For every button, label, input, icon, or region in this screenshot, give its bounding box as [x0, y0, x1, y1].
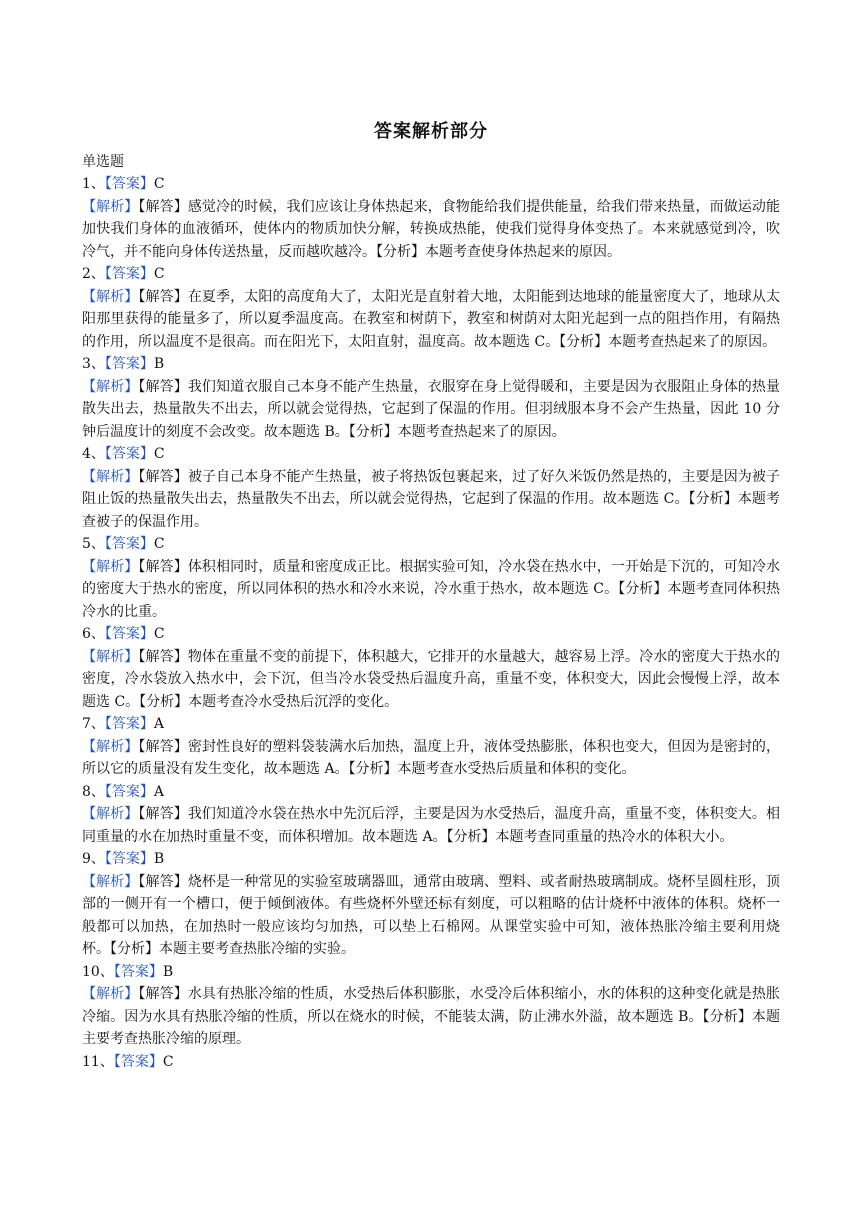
- answer-tag: 【答案】: [113, 1053, 163, 1070]
- question-number: 3、: [82, 356, 105, 372]
- answer-tag: 【答案】: [104, 176, 154, 192]
- explanation-paragraph: [82, 736, 780, 781]
- explanation-text: 【解答】被子自己本身不能产生热量，被子将热饭包裹起来，过了好久米饭仍然是热的，主要是因为被子阻止饭的热量散失出去，热量散失不出去，所以就会觉得热，它起到了保温的作用。故本题选 C。【分析】本题考查被子的保温作用。: [82, 468, 781, 530]
- question-number: 10、: [82, 963, 114, 980]
- explain-tag: 【解析】: [82, 288, 139, 305]
- answer-line: [82, 623, 780, 646]
- explanation-paragraph: [82, 871, 780, 961]
- answer-line: [82, 848, 780, 871]
- question-number: 11、: [82, 1053, 114, 1070]
- answer-line: [82, 443, 780, 466]
- answer-line: [82, 713, 780, 736]
- explanation-text: 【解答】感觉冷的时候，我们应该让身体热起来，食物能给我们提供能量，给我们带来热量，而做运动能加快我们身体的血液循环，使体内的物质加快分解，转换成热能，使我们觉得身体变热了。本来就感觉到冷，吹冷气，并不能向身体传送热量，反而越吹越冷。【分析】本题考查使身体热起来的原因。: [82, 198, 781, 260]
- answer-value: C: [153, 536, 165, 552]
- question-number: 9、: [82, 851, 105, 867]
- explanation-paragraph: [82, 196, 780, 264]
- explanation-text: 【解答】密封性良好的塑料袋装满水后加热，温度上升，液体受热膨胀，体积也变大，但因为是密封的，所以它的质量没有发生变化，故本题选 A。【分析】本题考查水受热后质量和体积的变化。: [82, 738, 781, 777]
- explanation-paragraph: [82, 556, 780, 624]
- answer-tag: 【答案】: [104, 536, 154, 552]
- explain-tag: 【解析】: [82, 986, 139, 1002]
- explanation-text: 【解答】体积相同时，质量和密度成正比。根据实验可知，冷水袋在热水中，一开始是下沉的，可知冷水的密度大于热水的密度，所以同体积的热水和冷水来说，冷水重于热水，故本题选 C。【分析】本题考查同体积热冷水的比重。: [82, 558, 781, 620]
- question-number: 1、: [82, 176, 105, 192]
- answer-value: C: [153, 266, 165, 282]
- answer-value: C: [153, 176, 165, 192]
- question-number: 2、: [82, 266, 105, 282]
- question-number: 8、: [82, 783, 105, 800]
- question-number: 7、: [82, 716, 105, 732]
- explain-tag: 【解析】: [82, 468, 139, 485]
- explanation-text: 【解答】我们知道冷水袋在热水中先沉后浮，主要是因为水受热后，温度升高，重量不变，体积变大。相同重量的水在加热时重量不变，而体积增加。故本题选 A。【分析】本题考查同重量的热冷水的体积大小。: [82, 806, 781, 845]
- answer-tag: 【答案】: [104, 446, 154, 462]
- explanation-text: 【解答】在夏季，太阳的高度角大了，太阳光是直射着大地，太阳能到达地球的能量密度大了，地球从太阳那里获得的能量多了，所以夏季温度高。在教室和树荫下，教室和树荫对太阳光起到一点的阻挡作用，有隔热的作用，所以温度不是很高。而在阳光下，太阳直射，温度高。故本题选 C。【分析】本题考查热起来了的原因。: [82, 288, 781, 350]
- explanation-paragraph: [82, 376, 780, 444]
- answer-value: C: [153, 626, 165, 642]
- answer-line: [82, 1051, 780, 1074]
- question-number: 4、: [82, 446, 105, 462]
- answer-list: [82, 173, 780, 1073]
- explanation-text: 【解答】水具有热胀冷缩的性质，水受热后体积膨胀，水受冷后体积缩小，水的体积的这种变化就是热胀冷缩。因为水具有热胀冷缩的性质，所以在烧水的时候，不能装太满，防止沸水外溢，故本题选 B。【分析】本题主要考查热胀冷缩的原理。: [82, 986, 781, 1047]
- answer-line: [82, 353, 780, 376]
- explain-tag: 【解析】: [82, 558, 139, 575]
- answer-value: B: [153, 851, 165, 867]
- explain-tag: 【解析】: [82, 806, 139, 822]
- explanation-paragraph: [82, 803, 780, 848]
- answer-tag: 【答案】: [113, 963, 163, 980]
- question-number: 5、: [82, 536, 105, 552]
- explain-tag: 【解析】: [82, 738, 139, 755]
- answer-value: B: [153, 356, 165, 372]
- answer-value: B: [162, 963, 174, 980]
- answer-line: [82, 173, 780, 196]
- answer-value: C: [162, 1053, 174, 1070]
- answer-line: [82, 961, 780, 984]
- answer-value: C: [153, 446, 165, 462]
- answer-line: [82, 533, 780, 556]
- explain-tag: 【解析】: [82, 873, 139, 890]
- explain-tag: 【解析】: [82, 378, 139, 395]
- explanation-paragraph: [82, 646, 780, 714]
- explanation-text: 【解答】烧杯是一种常见的实验室玻璃器皿，通常由玻璃、塑料、或者耐热玻璃制成。烧杯呈圆柱形，顶部的一侧开有一个槽口，便于倾倒液体。有些烧杯外壁还标有刻度，可以粗略的估计烧杯中液体的体积。烧杯一般都可以加热，在加热时一般应该均匀加热，可以垫上石棉网。从课堂实验中可知，液体热胀冷缩主要利用烧杯。【分析】本题主要考查热胀冷缩的实验。: [82, 873, 781, 957]
- answer-value: A: [153, 716, 165, 732]
- answer-tag: 【答案】: [104, 356, 154, 372]
- explanation-paragraph: [82, 466, 780, 534]
- explain-tag: 【解析】: [82, 198, 139, 215]
- section-label: 单选题: [82, 154, 124, 170]
- explain-tag: 【解析】: [82, 648, 139, 665]
- answer-tag: 【答案】: [104, 626, 154, 642]
- answer-tag: 【答案】: [104, 716, 154, 732]
- explanation-text: 【解答】我们知道衣服自己本身不能产生热量，衣服穿在身上觉得暖和，主要是因为衣服阻止身体的热量散失出去，热量散失不出去，所以就会觉得热，它起到了保温的作用。但羽绒服本身不会产生热量，因此 10 分钟后温度计的刻度不会改变。故本题选 B。【分析】本题考查热起来了的原因。: [82, 378, 781, 440]
- question-number: 6、: [82, 626, 105, 642]
- answer-tag: 【答案】: [104, 851, 154, 867]
- explanation-text: 【解答】物体在重量不变的前提下，体积越大，它排开的水量越大，越容易上浮。冷水的密度大于热水的密度，冷水袋放入热水中，会下沉，但当冷水袋受热后温度升高，重量不变，体积变大，因此会慢慢上浮，故本题选 C。【分析】本题考查冷水受热后沉浮的变化。: [82, 648, 781, 710]
- explanation-paragraph: [82, 286, 780, 354]
- page-title: 答案解析部分: [374, 121, 488, 142]
- answer-tag: 【答案】: [104, 783, 154, 800]
- answer-tag: 【答案】: [104, 266, 154, 282]
- answer-line: [82, 263, 780, 286]
- explanation-paragraph: [82, 983, 780, 1051]
- answer-value: A: [153, 783, 165, 800]
- answer-line: [82, 781, 780, 804]
